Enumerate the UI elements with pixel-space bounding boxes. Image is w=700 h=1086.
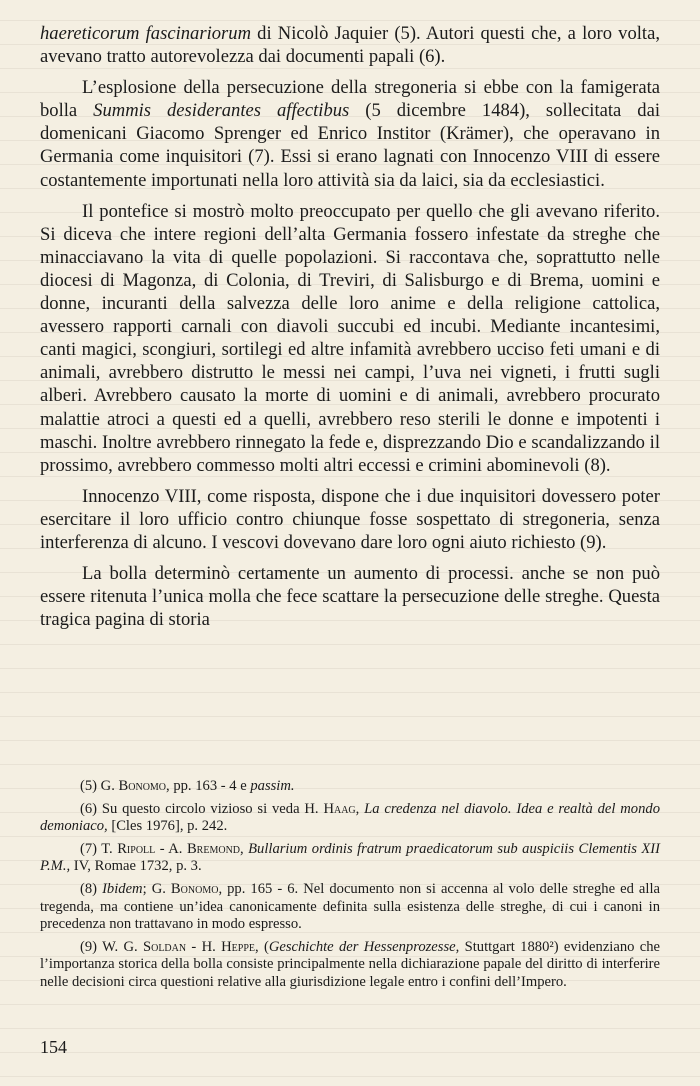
text-run: (7) T. [80, 840, 118, 857]
text-run: di Nicolò Jaquier (5). Autori questi che, a loro volta, avevano tratto autorevolezza dai documenti papali (6). [40, 23, 660, 68]
paragraph [40, 76, 660, 191]
author-name: Bonomo [170, 880, 219, 897]
text-run: Il pontefice si mostrò molto preoccupato per quello che gli avevano riferito. Si diceva che intere regioni dell’alta Germania fossero infestate da streghe che minacciavano la vita di quelle popolazioni. Si raccontava che, soprattutto nelle diocesi di Magonza, di Colonia, di Treviri, di Salisburgo e di Brema, uomini e donne, incuranti della salvezza delle loro anime e della religione cattolica, avessero rapporti carnali con diavoli succubi ed incubi. Mediante incantesimi, canti magici, scongiuri, sortilegi ed altre infamità avrebbero ucciso feti umani e di animali, avrebbero distrutto le messi nei campi, l’uva nei vigneti, i frutti sugli alberi. Avrebbero causato la morte di uomini e di animali, avrebbero procurato malattie atroci a questi ed a quelli, avrebbero reso sterili le donne e impotenti i maschi. Inoltre avrebbero rinnegato la fede e, disprezzando Dio e scandalizzando il prossimo, avrebbero commesso molti altri eccessi e crimini abominevoli (8). [40, 200, 660, 476]
text-run: Stuttgart 1880²) evidenziano che l’importanza storica della bolla consiste principalmente nella dichiarazione papale del diritto di interferire nelle decisioni circa questioni relative alla giurisdizione legale entro i confini dell’Impero. [40, 938, 660, 990]
paragraph [40, 200, 660, 477]
footnote [40, 939, 660, 992]
italic-text: Ibidem [102, 880, 143, 897]
text-run: ; G. [142, 880, 171, 897]
italic-text: haereticorum fascinariorum [40, 23, 252, 44]
text-run: (6) Su questo circolo vizioso si veda H. [80, 800, 324, 817]
text-run: , [240, 840, 249, 857]
text-run: (5) G. [80, 778, 119, 794]
text-run: (5 dicembre 1484), sollecitata dai domenicani Giacomo Sprenger ed Enrico Institor (Krämer), che operavano in Germania come inquisitori (7). Essi si erano lagnati con Innocenzo VIII di essere costantemente importunati nella loro attività sia da laici, sia da ecclesiastici. [40, 100, 660, 191]
italic-text: Bullarium ordinis fratrum praedicatorum sub auspiciis Clementis XII P.M., [40, 840, 660, 875]
author-name: Haag [323, 800, 356, 817]
main-text [40, 22, 660, 639]
paragraph [40, 485, 660, 554]
text-run: (9) W. G. [80, 938, 143, 955]
text-run: - A. [155, 840, 187, 857]
text-run: , pp. 163 - 4 e [166, 778, 251, 794]
author-name: Bremond [186, 840, 241, 857]
author-name: Ripoll [117, 840, 156, 857]
text-run: , [355, 800, 365, 817]
footnotes [40, 778, 660, 997]
author-name: Bonomo [118, 778, 167, 794]
text-run: - H. [186, 938, 222, 955]
italic-text: Geschichte der Hessenprozesse, [268, 938, 460, 955]
footnote [40, 841, 660, 876]
text-run: , pp. 165 - 6. Nel documento non si accenna al volo delle streghe ed alla tregenda, ma contiene un’idea canonicamente definita sulla esistenza delle streghe, di cui i canoni in precedenza non trattavano in modo espresso. [40, 880, 660, 933]
text-run: [Cles 1976], p. 242. [107, 818, 228, 835]
footnote [40, 801, 660, 836]
text-run: L’esplosione della persecuzione della stregoneria si ebbe con la famigerata bolla [40, 77, 660, 122]
italic-text: Summis desiderantes affectibus [93, 100, 350, 122]
text-run: Innocenzo VIII, come risposta, dispone che i due inquisitori dovessero poter esercitare il loro ufficio contro chiunque fosse sospettato di stregoneria, senza interferenza di alcuno. I vescovi dovevano dare loro ogni aiuto richiesto (9). [40, 485, 660, 553]
paragraph [40, 562, 660, 631]
text-run: , ( [255, 938, 269, 955]
page-number: 154 [40, 1037, 67, 1057]
italic-text: passim. [250, 778, 295, 794]
italic-text: La credenza nel diavolo. Idea e realtà del mondo demoniaco, [40, 800, 660, 835]
text-run: (8) [80, 880, 103, 897]
author-name: Heppe [221, 938, 255, 955]
footnote [40, 778, 660, 796]
paragraph [40, 22, 660, 68]
text-run: IV, Romae 1732, p. 3. [70, 858, 202, 875]
author-name: Soldan [142, 938, 187, 955]
text-run: La bolla determinò certamente un aumento di processi. anche se non può essere ritenuta l’unica molla che fece scattare la persecuzione delle streghe. Questa tragica pagina di storia [40, 563, 660, 631]
footnote [40, 881, 660, 934]
